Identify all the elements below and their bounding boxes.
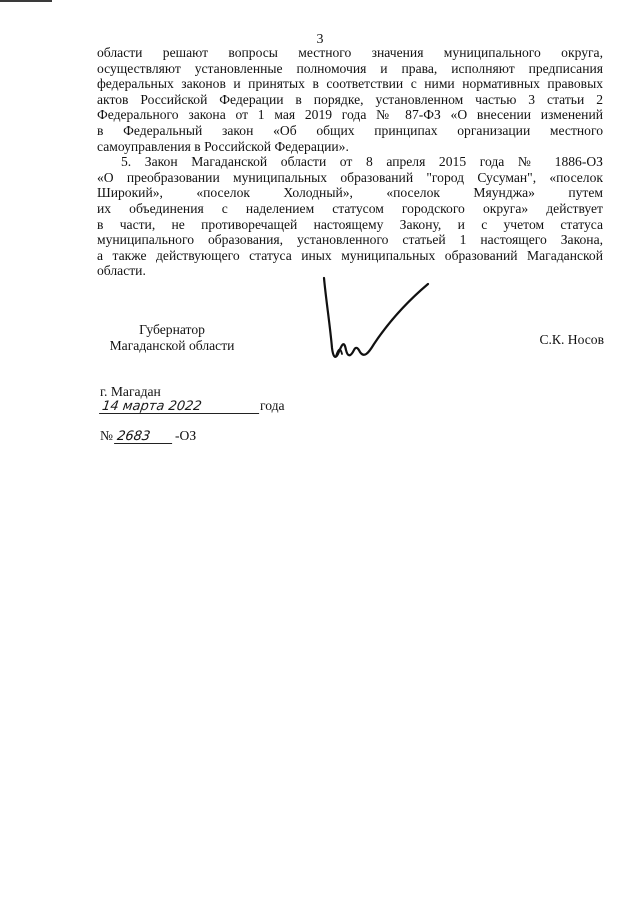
body-line: области решают вопросы местного значения муниципального округа, <box>97 45 603 60</box>
date-row <box>100 398 285 414</box>
date-suffix: года <box>260 398 285 413</box>
body-line: федеральных законов и принятых в соответствии с ними нормативных правовых <box>97 76 603 92</box>
governor-name: С.К. Носов <box>539 332 604 347</box>
governor-title <box>97 322 247 353</box>
body-line: а также действующего статуса иных муниципальных образований Магаданской <box>97 247 603 263</box>
body-line: Федерального закона от 1 мая 2019 года № 87-ФЗ «О внесении изменений <box>97 107 603 123</box>
handwritten-law-number: 2683 <box>114 430 174 444</box>
law-number-row <box>100 428 196 444</box>
body-line: Широкий», «поселок Холодный», «поселок Мяунджа» путем <box>97 185 603 201</box>
governor-title-line1: Губернатор <box>139 322 205 337</box>
body-line: в Федеральный закон «Об общих принципах организации местного <box>97 122 603 138</box>
body-line: актов Российской Федерации в порядке, установленном частью 3 статьи 2 <box>97 91 603 107</box>
body-line: области. <box>97 263 146 279</box>
body-line: самоуправления в Российской Федерации». <box>97 138 349 154</box>
city-label: г. Магадан <box>100 384 161 399</box>
body-line: муниципального образования, установленного статьей 1 настоящего Закона, <box>97 232 603 248</box>
handwritten-date: 14 марта 2022 <box>99 400 261 414</box>
governor-title-line2: Магаданской области <box>109 337 235 353</box>
paragraph-5-start: 5. Закон Магаданской области от 8 апреля 2015 года № 1886-ОЗ <box>121 154 603 170</box>
scan-corner-mark <box>0 0 52 2</box>
number-suffix: -ОЗ <box>174 428 197 443</box>
body-line: их объединения с наделением статусом городского округа» действует <box>97 200 603 216</box>
body-line: в части, не противоречащей настоящему Закону, и с учетом статуса <box>97 216 603 232</box>
body-line: «О преобразовании муниципальных образований "город Сусуман", «поселок <box>97 169 603 185</box>
handwritten-signature <box>318 270 438 370</box>
page-number: 3 <box>316 32 324 47</box>
document-body <box>97 45 603 279</box>
body-line: осуществляют установленные полномочия и права, исполняют предписания <box>97 60 603 76</box>
number-prefix: № <box>100 428 113 443</box>
